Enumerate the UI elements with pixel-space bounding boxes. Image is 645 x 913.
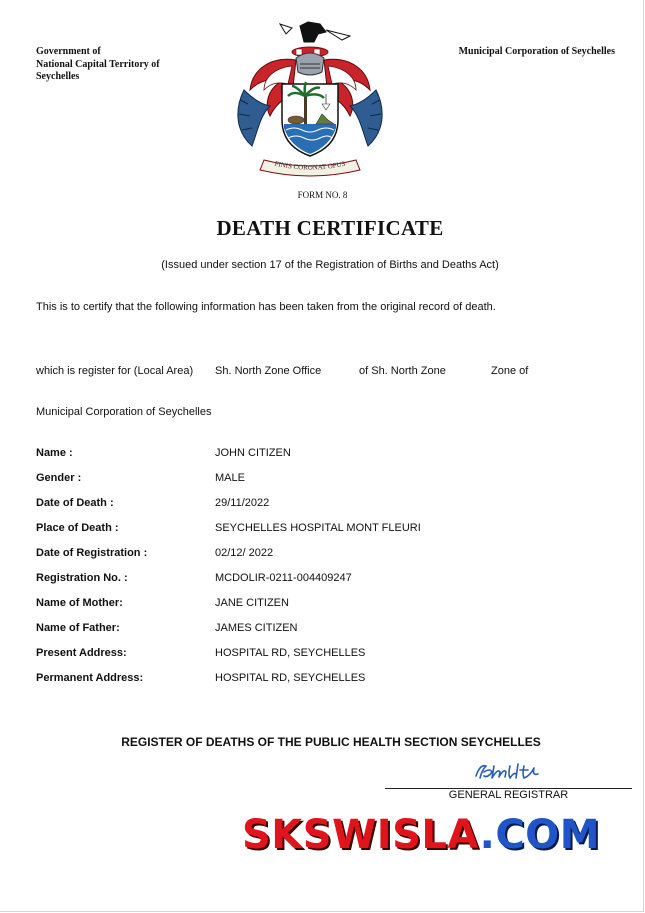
issuing-government [36,46,206,84]
field-value-permanent-address: HOSPITAL RD, SEYCHELLES [215,672,366,684]
coat-of-arms-emblem [230,20,390,178]
field-label-date-of-death: Date of Death : [36,497,114,509]
field-label-registration-no: Registration No. : [36,572,128,584]
registration-zone-suffix: Zone of [491,365,529,377]
field-label-permanent-address: Permanent Address: [36,672,144,684]
field-label-father-name: Name of Father: [36,622,120,634]
field-value-date-of-registration: 02/12/ 2022 [215,547,274,559]
municipality-name: Municipal Corporation of Seychelles [36,406,212,418]
register-heading: REGISTER OF DEATHS OF THE PUBLIC HEALTH SECTION SEYCHELLES [121,735,541,749]
issuing-government-line: Seychelles [36,71,80,82]
field-value-mother-name: JANE CITIZEN [215,597,289,609]
field-label-place-of-death: Place of Death : [36,522,119,534]
issued-under-note: (Issued under section 17 of the Registration of Births and Deaths Act) [161,259,499,271]
field-value-father-name: JAMES CITIZEN [215,622,298,634]
field-label-gender: Gender : [36,472,82,484]
registrar-signature [472,760,544,782]
issuing-government-line: Government of [36,46,101,57]
issuing-municipality: Municipal Corporation of Seychelles [458,46,615,57]
field-label-date-of-registration: Date of Registration : [36,547,148,559]
field-value-date-of-death: 29/11/2022 [215,497,270,509]
signatory-title: GENERAL REGISTRAR [448,789,569,801]
watermark-domain: COM [495,812,600,858]
issuing-government-line: National Capital Territory of [36,58,160,70]
field-value-present-address: HOSPITAL RD, SEYCHELLES [215,647,366,659]
coat-of-arms-motto: FINIS CORONAT OPUS [273,159,347,172]
watermark-text: SKSWISLA [242,812,480,858]
website-watermark [242,812,600,858]
certification-statement: This is to certify that the following information has been taken from the original record of death. [36,301,496,313]
field-label-present-address: Present Address: [36,647,127,659]
field-label-mother-name: Name of Mother: [36,597,123,609]
certificate-title: DEATH CERTIFICATE [216,216,444,240]
form-number: FORM NO. 8 [297,190,348,200]
watermark-dot: . [479,812,496,858]
field-value-gender: MALE [215,472,245,484]
registration-zone: of Sh. North Zone [359,365,446,377]
field-label-name: Name : [36,447,73,459]
field-value-name: JOHN CITIZEN [215,447,291,459]
registration-office: Sh. North Zone Office [215,365,322,377]
registration-line-prefix: which is register for (Local Area) [36,365,194,377]
field-value-place-of-death: SEYCHELLES HOSPITAL MONT FLEURI [215,522,421,534]
field-value-registration-no: MCDOLIR-0211-004409247 [215,572,352,584]
